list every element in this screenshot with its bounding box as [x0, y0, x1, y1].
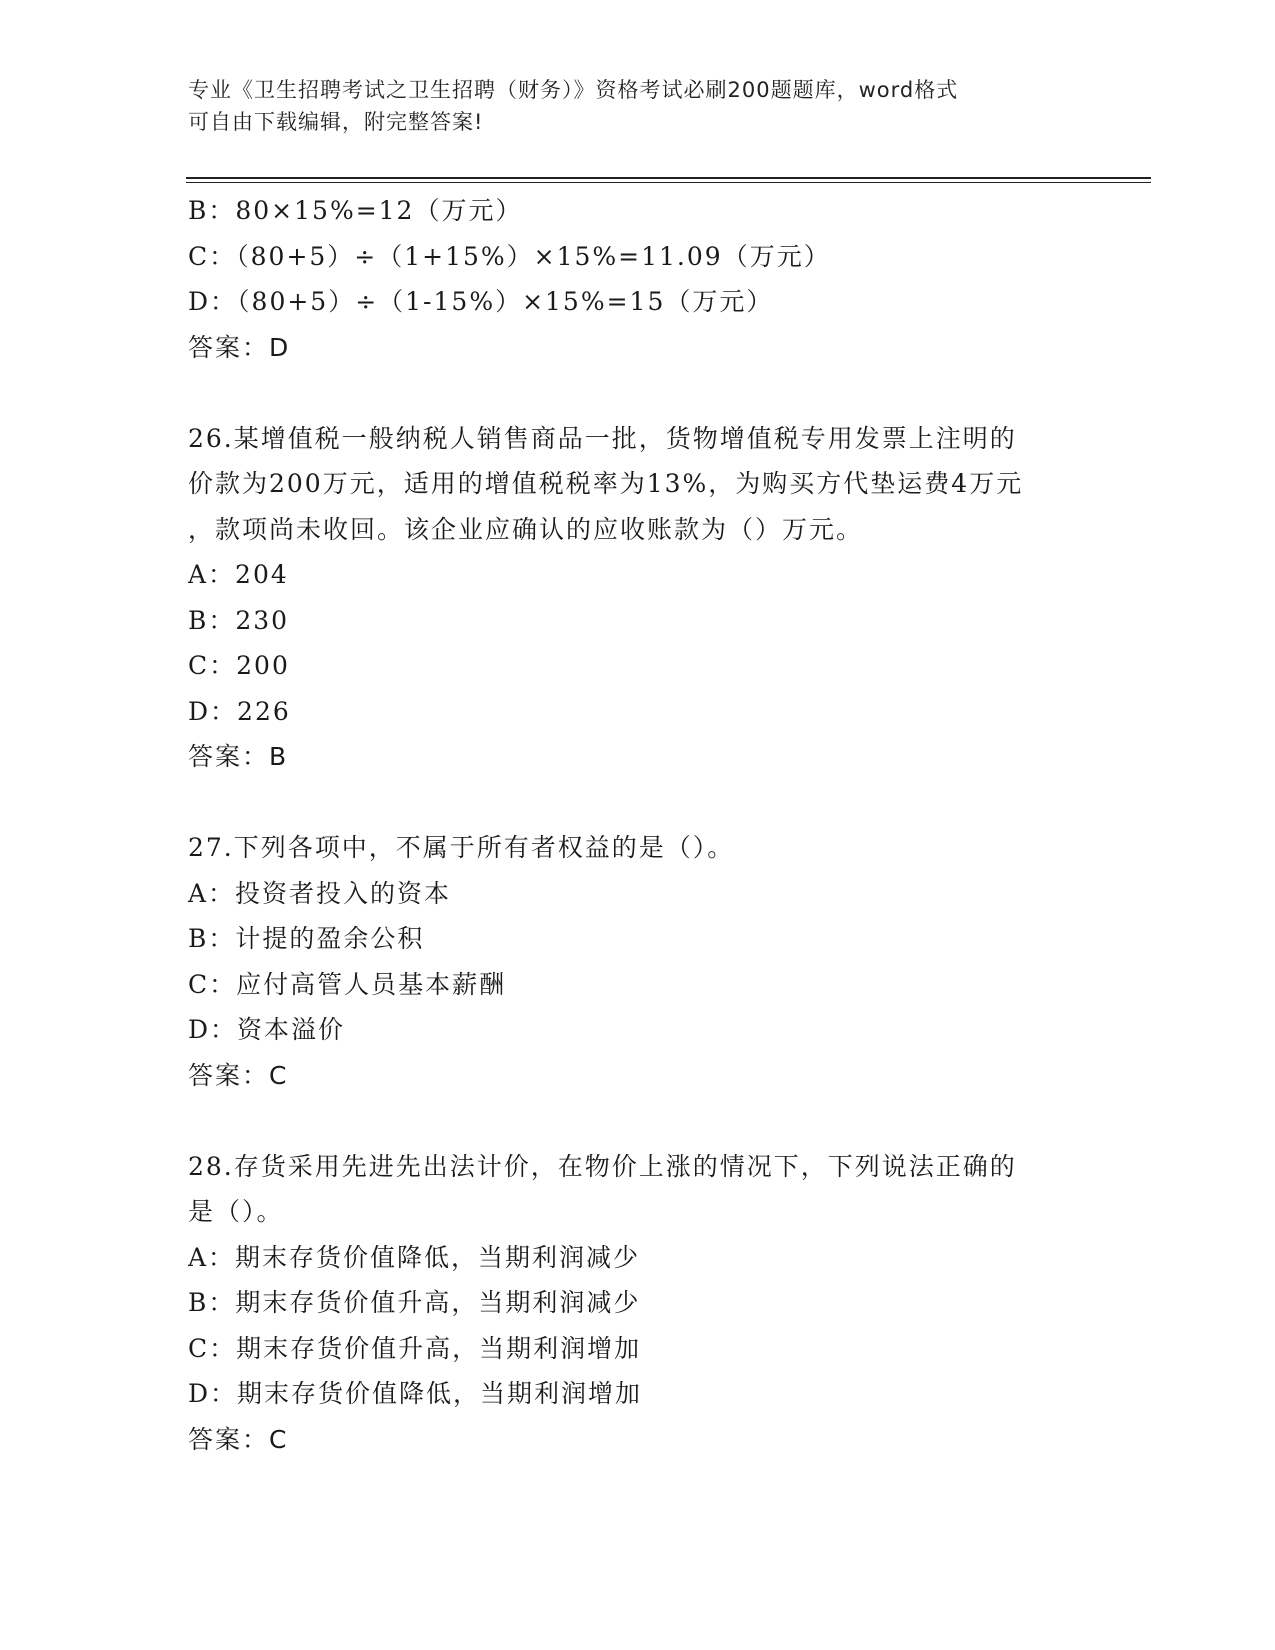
header-divider-thin	[186, 182, 1151, 183]
spacer	[188, 1098, 1088, 1144]
question-stem-line: ，款项尚未收回。该企业应确认的应收账款为（）万元。	[188, 514, 864, 544]
option-c: C：期末存货价值升高，当期利润增加	[188, 1333, 642, 1363]
header-line-2: 可自由下载编辑，附完整答案!	[188, 110, 484, 134]
question-stem-line: 价款为200万元，适用的增值税税率为13%，为购买方代垫运费4万元	[188, 469, 1024, 498]
question-stem-line: 28.存货采用先进先出法计价，在物价上涨的情况下，下列说法正确的	[188, 1151, 1017, 1181]
option-c: C：（80+5）÷（1+15%）×15%=11.09（万元）	[188, 241, 831, 271]
option-b: B：期末存货价值升高，当期利润减少	[188, 1288, 641, 1317]
question-28	[188, 1144, 1088, 1463]
question-content	[188, 188, 1088, 1462]
header-divider-thick	[186, 177, 1151, 179]
document-header	[188, 74, 1088, 138]
question-stem-line: 是（）。	[188, 1197, 284, 1226]
option-b: B：80×15%=12（万元）	[188, 196, 523, 225]
spacer	[188, 780, 1088, 826]
question-25-continued	[188, 188, 1088, 370]
question-stem-line: 27.下列各项中，不属于所有者权益的是（）。	[188, 833, 735, 862]
option-a: A：204	[188, 560, 289, 589]
option-d: D：期末存货价值降低，当期利润增加	[188, 1379, 643, 1408]
option-a: A：投资者投入的资本	[188, 878, 452, 908]
answer-line: 答案：B	[188, 742, 289, 771]
question-27	[188, 825, 1088, 1098]
option-c: C：200	[188, 651, 290, 680]
question-stem-line: 26.某增值税一般纳税人销售商品一批，货物增值税专用发票上注明的	[188, 423, 1017, 453]
option-a: A：期末存货价值降低，当期利润减少	[188, 1242, 641, 1272]
option-b: B：计提的盈余公积	[188, 924, 425, 953]
answer-line: 答案：D	[188, 332, 291, 362]
option-d: D：资本溢价	[188, 1015, 346, 1044]
question-26	[188, 416, 1088, 780]
spacer	[188, 370, 1088, 416]
header-line-1: 专业《卫生招聘考试之卫生招聘（财务）》资格考试必刷200题题库，word格式	[188, 78, 959, 102]
option-d: D：（80+5）÷（1-15%）×15%=15（万元）	[188, 287, 774, 316]
option-d: D：226	[188, 696, 291, 726]
option-c: C：应付高管人员基本薪酬	[188, 969, 507, 999]
answer-line: 答案：C	[188, 1424, 289, 1454]
answer-line: 答案：C	[188, 1060, 289, 1090]
option-b: B：230	[188, 605, 290, 635]
